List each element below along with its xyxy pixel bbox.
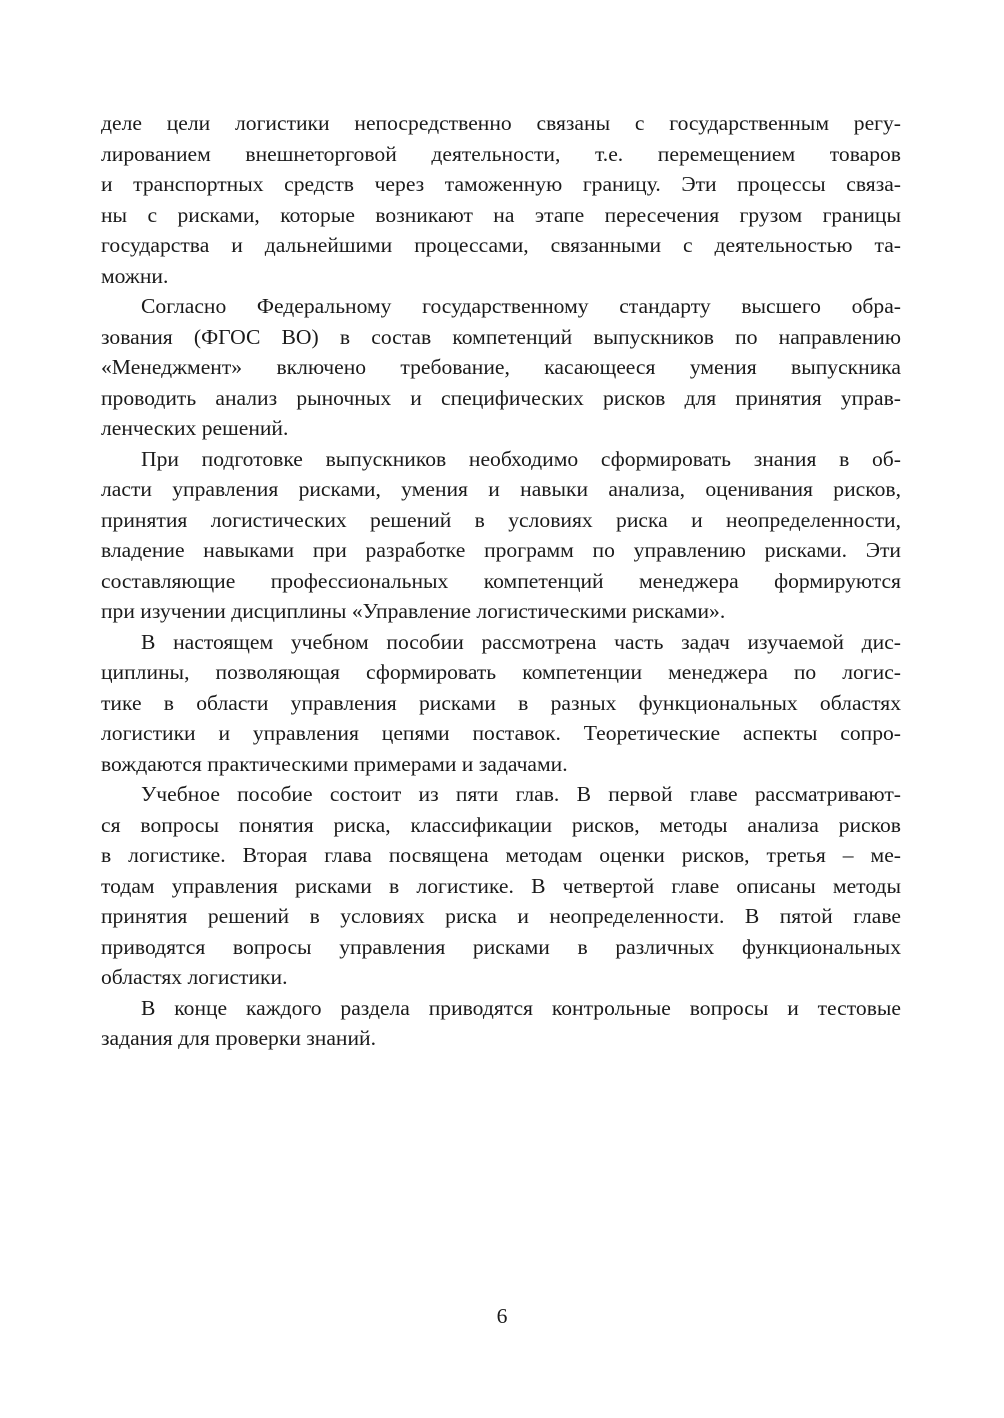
text-line: ласти управления рисками, умения и навыки анализа, оценивания рисков, bbox=[101, 477, 901, 501]
text-line: задания для проверки знаний. bbox=[101, 1026, 377, 1050]
paragraph bbox=[101, 779, 901, 993]
text-line: При подготовке выпускников необходимо сформировать знания в об- bbox=[141, 446, 901, 471]
text-line: в логистике. Вторая глава посвящена методам оценки рисков, третья – ме- bbox=[101, 843, 901, 867]
text-line: владение навыками при разработке программ по управлению рисками. Эти bbox=[101, 538, 901, 562]
paragraph bbox=[101, 291, 901, 444]
text-line: Согласно Федеральному государственному стандарту высшего обра- bbox=[141, 294, 901, 318]
text-line: вождаются практическими примерами и задачами. bbox=[101, 751, 568, 776]
text-line: принятия логистических решений в условиях риска и неопределенности, bbox=[101, 507, 901, 532]
text-line: Учебное пособие состоит из пяти глав. В первой главе рассматривают- bbox=[141, 782, 901, 806]
text-line: приводятся вопросы управления рисками в различных функциональных bbox=[101, 934, 901, 959]
text-line: циплины, позволяющая сформировать компетенции менеджера по логис- bbox=[101, 660, 901, 684]
text-line: тодам управления рисками в логистике. В четвертой главе описаны методы bbox=[101, 873, 901, 898]
text-line: принятия решений в условиях риска и неопределенности. В пятой главе bbox=[101, 904, 901, 928]
text-line: В конце каждого раздела приводятся контрольные вопросы и тестовые bbox=[141, 995, 901, 1020]
text-line: ны с рисками, которые возникают на этапе пересечения грузом границы bbox=[101, 202, 901, 227]
text-line: В настоящем учебном пособии рассмотрена часть задач изучаемой дис- bbox=[141, 629, 901, 654]
text-line: государства и дальнейшими процессами, связанными с деятельностью та- bbox=[101, 233, 901, 257]
text-line: лированием внешнеторговой деятельности, т.е. перемещением товаров bbox=[101, 141, 901, 166]
text-line: составляющие профессиональных компетенций менеджера формируются bbox=[101, 568, 901, 593]
paragraph bbox=[101, 108, 901, 291]
text-line: тике в области управления рисками в разных функциональных областях bbox=[101, 690, 901, 715]
text-line: логистики и управления цепями поставок. Теоретические аспекты сопро- bbox=[101, 721, 901, 745]
text-line: при изучении дисциплины «Управление логистическими рисками». bbox=[101, 599, 726, 623]
text-line: и транспортных средств через таможенную границу. Эти процессы связа- bbox=[101, 172, 901, 196]
text-line: можни. bbox=[101, 263, 169, 288]
text-line: ленческих решений. bbox=[101, 416, 289, 440]
text-line: ся вопросы понятия риска, классификации рисков, методы анализа рисков bbox=[101, 812, 901, 837]
text-line: зования (ФГОС ВО) в состав компетенций выпускников по направлению bbox=[101, 324, 901, 349]
text-line: областях логистики. bbox=[101, 965, 288, 989]
paragraph bbox=[101, 627, 901, 780]
page-number: 6 bbox=[496, 1304, 508, 1328]
text-line: деле цели логистики непосредственно связаны с государственным регу- bbox=[101, 111, 901, 135]
paragraph bbox=[101, 444, 901, 627]
body-text bbox=[101, 108, 901, 1054]
text-line: проводить анализ рыночных и специфических рисков для принятия управ- bbox=[101, 385, 901, 410]
text-line: «Менеджмент» включено требование, касающееся умения выпускника bbox=[101, 355, 901, 379]
paragraph bbox=[101, 993, 901, 1054]
